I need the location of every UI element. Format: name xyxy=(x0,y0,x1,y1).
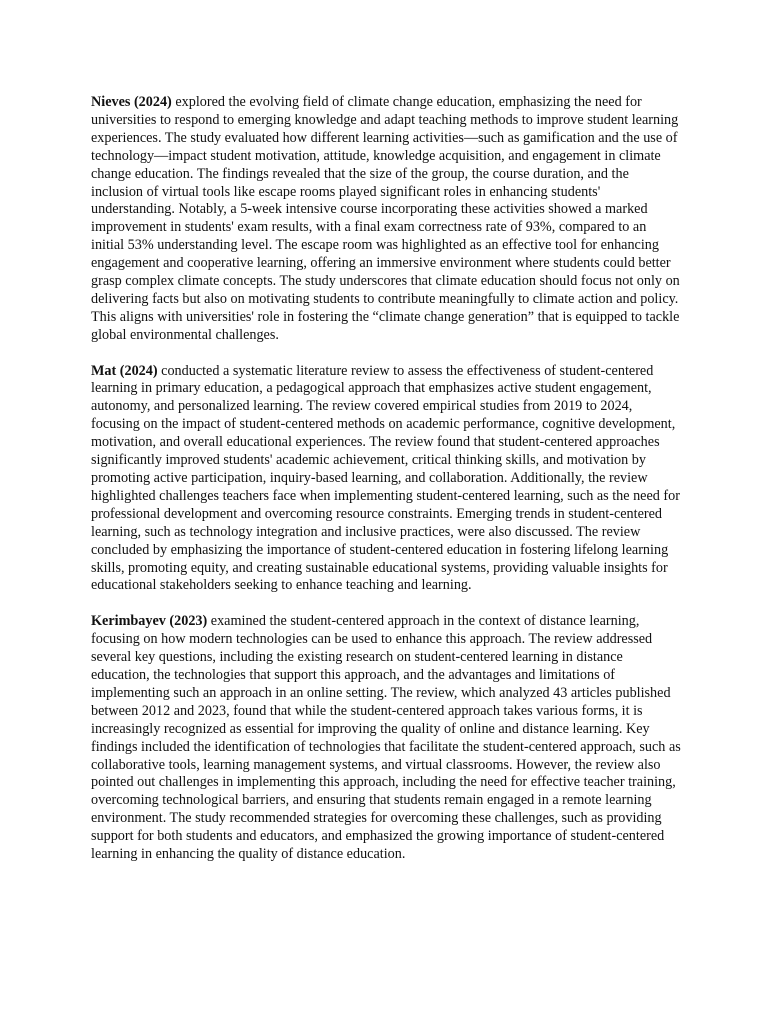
paragraph-body: explored the evolving field of climate change education, emphasizing the need for universities to respond to emerging knowledge and adapt teaching methods to improve student learning experiences. The study evaluated how different learning activities—such as gamification and the use of technology—impact student motivation, attitude, knowledge acquisition, and engagement in climate change education. The findings revealed that the size of the group, the course duration, and the inclusion of virtual tools like escape rooms played significant roles in enhancing students' understanding. Notably, a 5-week intensive course incorporating these activities showed a marked improvement in students' exam results, with a final exam correctness rate of 93%, compared to an initial 53% understanding level. The escape room was highlighted as an effective tool for enhancing engagement and cooperative learning, offering an immersive environment where students could better grasp complex climate concepts. The study underscores that climate education should focus not only on delivering facts but also on motivating students to contribute meaningfully to climate action and policy. This aligns with universities' role in fostering the “climate change generation” that is equipped to tackle global environmental challenges. xyxy=(91,94,680,343)
paragraph-nieves xyxy=(91,94,681,345)
author-citation: Nieves (2024) xyxy=(91,94,172,110)
author-citation: Mat (2024) xyxy=(91,362,158,379)
paragraph-kerimbayev xyxy=(91,613,681,864)
paragraph-mat xyxy=(91,363,681,596)
paragraph-body: conducted a systematic literature review to assess the effectiveness of student-centered learning in primary education, a pedagogical approach that emphasizes active student engagement, autonomy, and personalized learning. The review covered empirical studies from 2019 to 2024, focusing on the impact of student-centered methods on academic performance, cognitive development, motivation, and overall educational experiences. The review found that student-centered approaches significantly improved students' academic achievement, critical thinking skills, and motivation by promoting active participation, inquiry-based learning, and collaboration. Additionally, the review highlighted challenges teachers face when implementing student-centered learning, such as the need for professional development and overcoming resource constraints. Emerging trends in student-centered learning, such as technology integration and inclusive practices, were also discussed. The review concluded by emphasizing the importance of student-centered education in fostering lifelong learning skills, promoting equity, and creating sustainable educational systems, providing valuable insights for educational stakeholders seeking to enhance teaching and learning. xyxy=(91,362,680,594)
document-page xyxy=(91,94,681,882)
paragraph-body: examined the student-centered approach in the context of distance learning, focusing on how modern technologies can be used to enhance this approach. The review addressed several key questions, including the existing research on student-centered learning in distance education, the technologies that support this approach, and the advantages and limitations of implementing such an approach in an online setting. The review, which analyzed 43 articles published between 2012 and 2023, found that while the student-centered approach takes various forms, it is increasingly recognized as essential for improving the quality of online and distance learning. Key findings included the identification of technologies that facilitate the student-centered approach, such as collaborative tools, learning management systems, and virtual classrooms. However, the review also pointed out challenges in implementing this approach, including the need for effective teacher training, overcoming technological barriers, and ensuring that students remain engaged in a remote learning environment. The study recommended strategies for overcoming these challenges, such as providing support for both students and educators, and emphasized the growing importance of student-centered learning in enhancing the quality of distance education. xyxy=(91,613,681,863)
author-citation: Kerimbayev (2023) xyxy=(91,613,208,630)
